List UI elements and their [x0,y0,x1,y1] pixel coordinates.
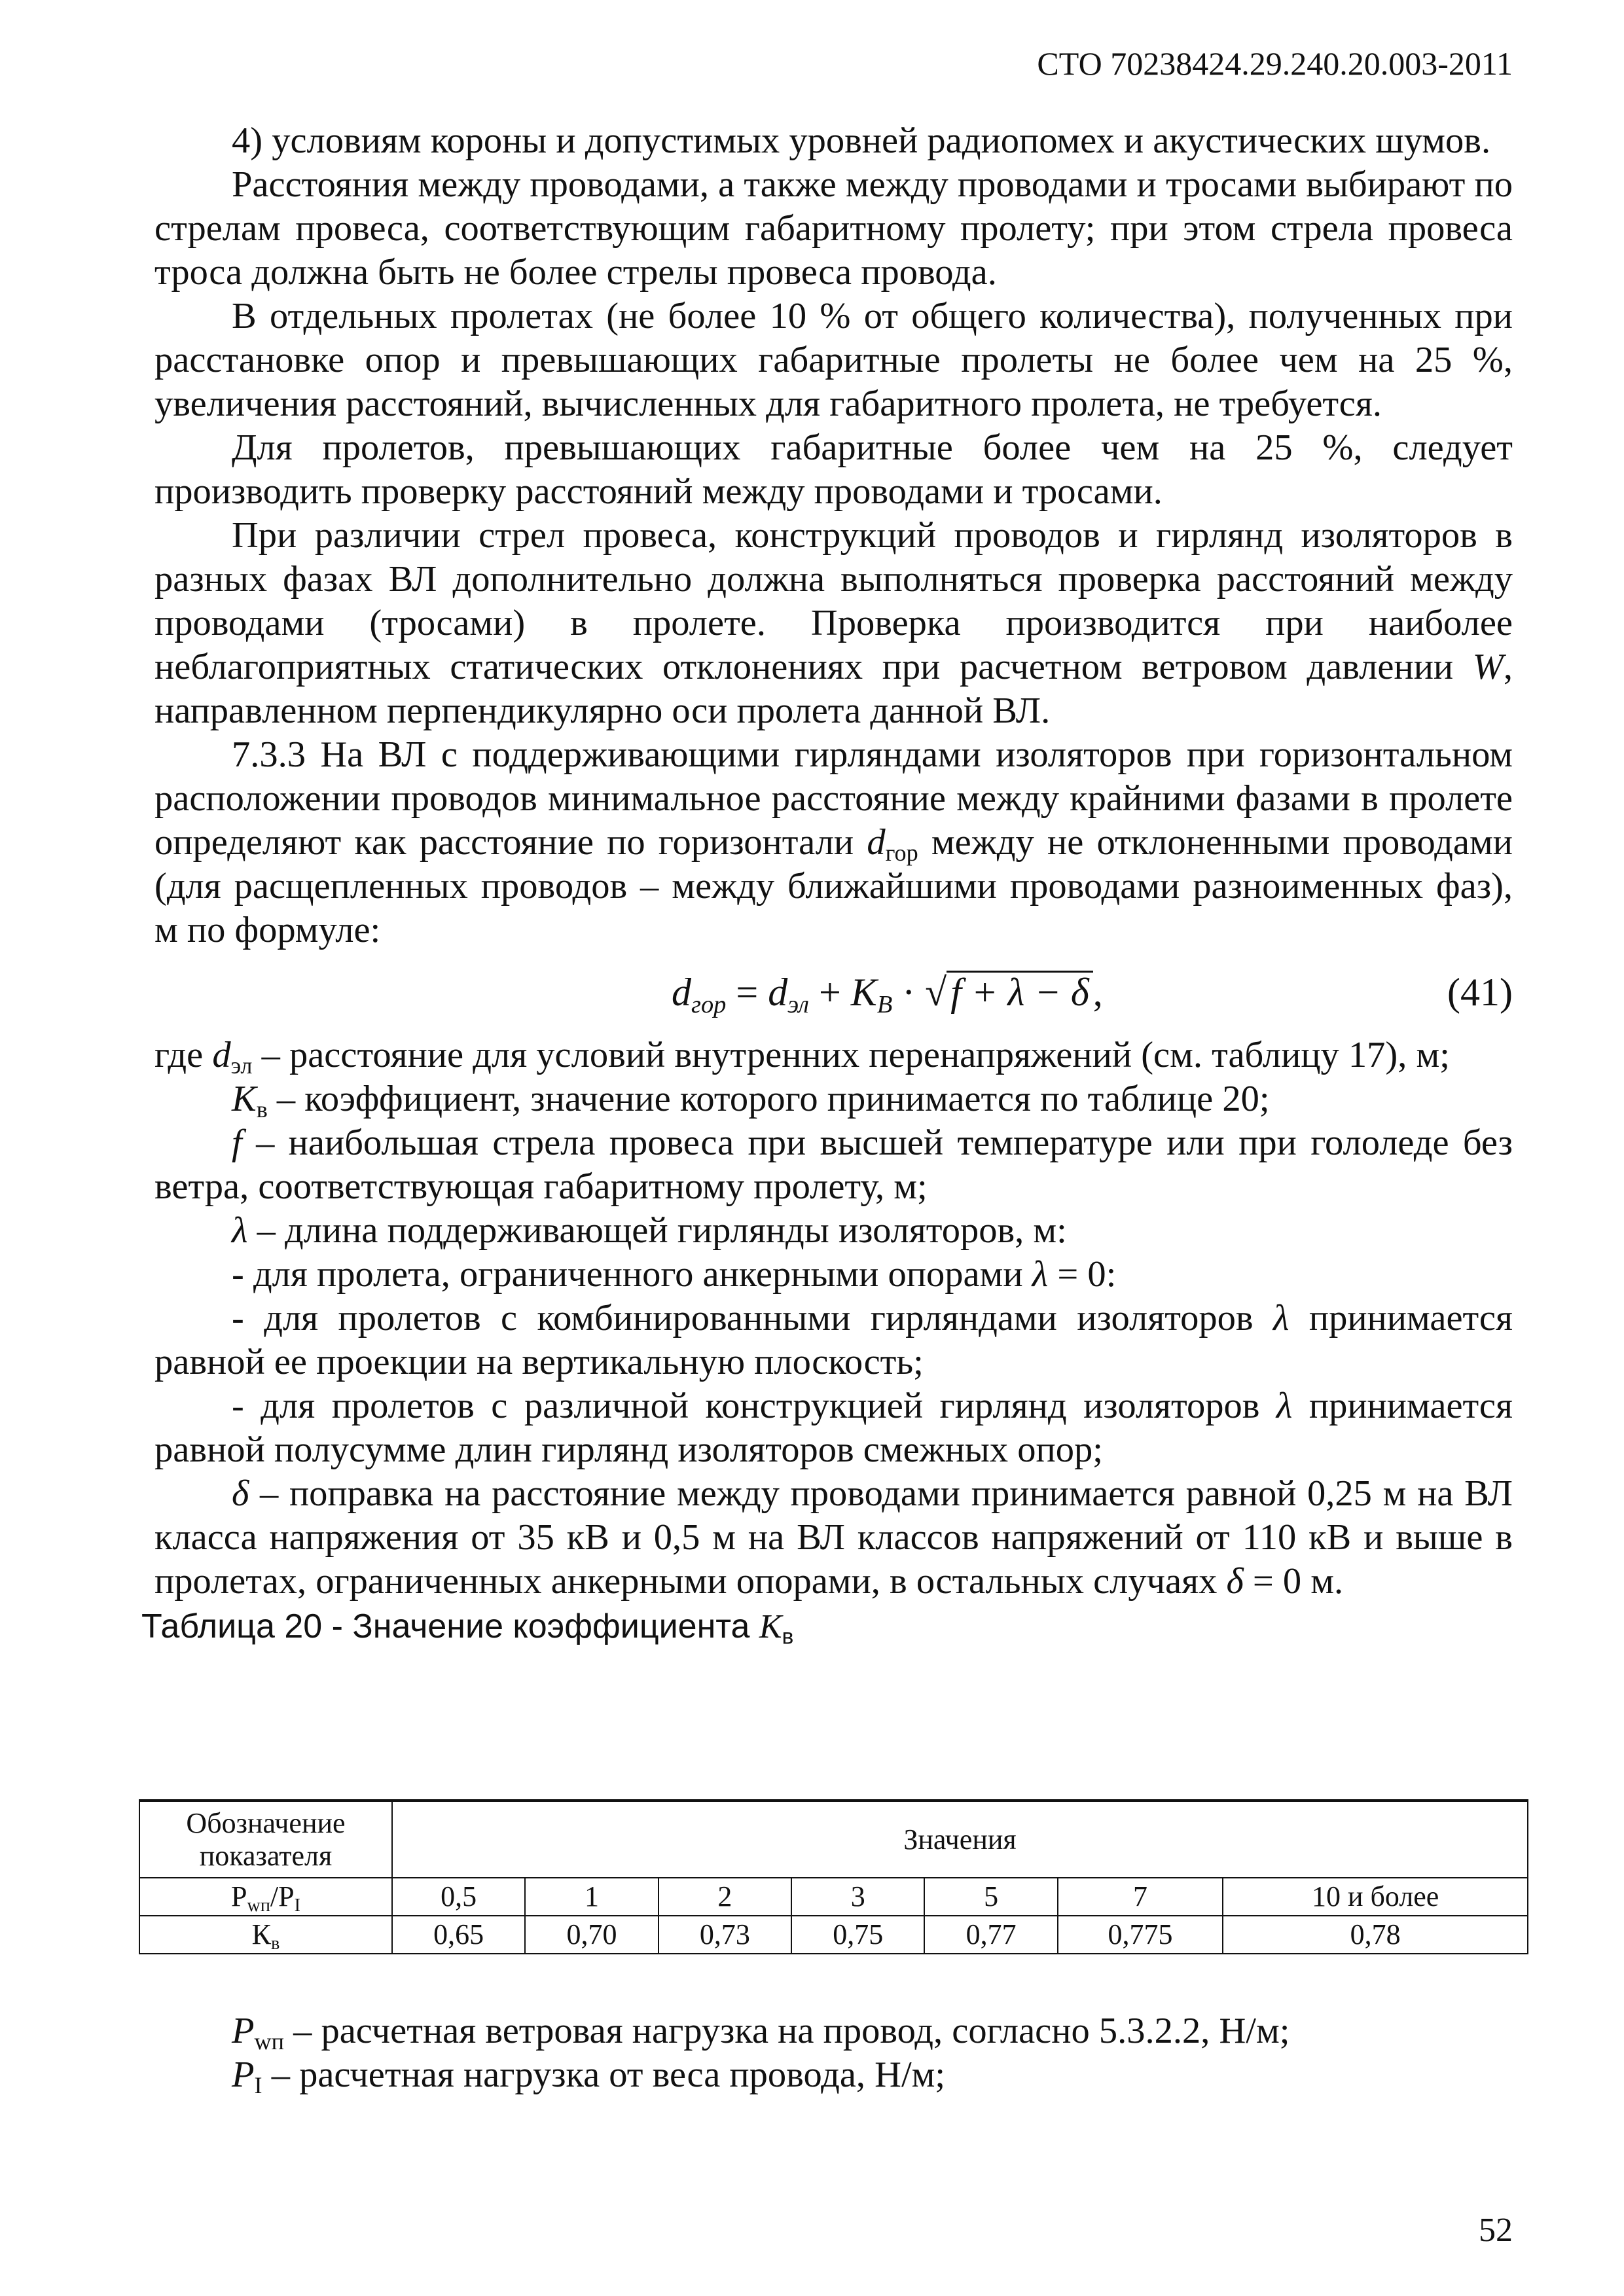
table-header-values: Значения [392,1801,1528,1878]
formula-41 [154,961,1513,1033]
table-cell: 0,70 [525,1916,658,1954]
table-cell: 0,775 [1058,1916,1223,1954]
formula-expression: $d_{гор} = d_{эл} + K_B$ · √ f + λ − δ , [672,971,1103,1018]
wind-pressure-symbol: W [1472,647,1504,687]
sqrt-radicand: f + λ − δ [947,971,1093,1012]
document-code-header: СТО 70238424.29.240.20.003-2011 [1037,45,1513,82]
page-number: 52 [1479,2212,1513,2249]
formula-number: (41) [1447,971,1513,1014]
table-cell: 0,75 [791,1916,924,1954]
definition-lambda: λ – длина поддерживающей гирлянды изоляторов, м: [232,1210,1067,1251]
table-notes [154,2009,1513,2097]
table-cell: 0,78 [1223,1916,1528,1954]
definition-k-v: $K_в$ – коэффициент, значение которого принимается по таблице 20; [232,1079,1270,1123]
table-cell: 0,73 [659,1916,791,1954]
table-cell: 10 и более [1223,1878,1528,1916]
note-pw: $P_{wп}$ – расчетная ветровая нагрузка на провод, согласно 5.3.2.2, Н/м; [232,2011,1290,2055]
row-label-pw-pi: $P_{wп}/P_I$ [139,1878,392,1916]
table-header-designation: Обозначение показателя [139,1801,392,1878]
table-cell: 1 [525,1878,658,1916]
document-body [141,119,1513,1649]
row-label-kv: $К_в$ [139,1916,392,1954]
table-cell: 3 [791,1878,924,1916]
definition-f: f – наибольшая стрела провеса при высшей температуре или при гололеде без ветра, соответствующая габаритному пролету, м; [154,1122,1513,1207]
table-cell: 0,65 [392,1916,525,1954]
paragraph-spans-over-25: Для пролетов, превышающих габаритные более чем на 25 %, следует производить проверку расстояний между проводами и тросами. [154,427,1513,512]
bullet-different-strings: - для пролетов с различной конструкцией гирлянд изоляторов λ принимается равной полусумме длин гирлянд изоляторов смежных опор; [154,1386,1513,1470]
table-20-caption: Таблица 20 - Значение коэффициента $K_в$ [141,1607,794,1649]
table-cell: 0,77 [924,1916,1057,1954]
table-20 [139,1799,1528,1954]
table-cell: 0,5 [392,1878,525,1916]
paragraph-corona-conditions: 4) условиям короны и допустимых уровней радиопомех и акустических шумов. [232,120,1491,161]
paragraph-sag-differences: При различии стрел провеса, конструкций проводов и гирлянд изоляторов в разных фазах ВЛ дополнительно должна выполняться проверка расстояний между проводами (тросами) в пролете. Проверка производится при наиболее неблагоприятных статических отклонениях при расчетном ветровом давлении W, направленном перпендикулярно оси пролета данной ВЛ. [154,515,1513,731]
definition-delta: δ – поправка на расстояние между проводами принимается равной 0,25 м на ВЛ класса напряжения от 35 кВ и 0,5 м на ВЛ классов напряжений от 110 кВ и выше в пролетах, ограниченных анкерными опорами, в остальных случаях δ = 0 м. [154,1473,1513,1602]
table-row-pw-pi [139,1878,1528,1916]
definition-d-el: где $d_{эл}$ – расстояние для условий внутренних перенапряжений (см. таблицу 17), м; [154,1035,1450,1079]
paragraph-7-3-3: 7.3.3 На ВЛ с поддерживающими гирляндами изоляторов при горизонтальном расположении проводов минимальное расстояние между крайними фазами в пролете определяют как расстояние по горизонтали $d_{гор}$ между не отклоненными проводами (для расщепленных проводов – между ближайшими проводами разноименных фаз), м по формуле: [154,734,1513,950]
bullet-combined-strings: - для пролетов с комбинированными гирляндами изоляторов λ принимается равной ее проекции на вертикальную плоскость; [154,1298,1513,1382]
sqrt-sign: √ [925,971,947,1014]
paragraph-wire-distances: Расстояния между проводами, а также между проводами и тросами выбирают по стрелам провеса, соответствующим габаритному пролету; при этом стрела провеса троса должна быть не более стрелы провеса провода. [154,164,1513,293]
table-cell: 7 [1058,1878,1223,1916]
note-pi: $P_I$ – расчетная нагрузка от веса провода, Н/м; [232,2054,946,2099]
paragraph-individual-spans: В отдельных пролетах (не более 10 % от общего количества), полученных при расстановке опор и превышающих габаритные пролеты не более чем на 25 %, увеличения расстояний, вычисленных для габаритного пролета, не требуется. [154,296,1513,424]
table-row-kv [139,1916,1528,1954]
table-cell: 5 [924,1878,1057,1916]
bullet-anchor-supports: - для пролета, ограниченного анкерными опорами λ = 0: [232,1254,1117,1295]
table-cell: 2 [659,1878,791,1916]
